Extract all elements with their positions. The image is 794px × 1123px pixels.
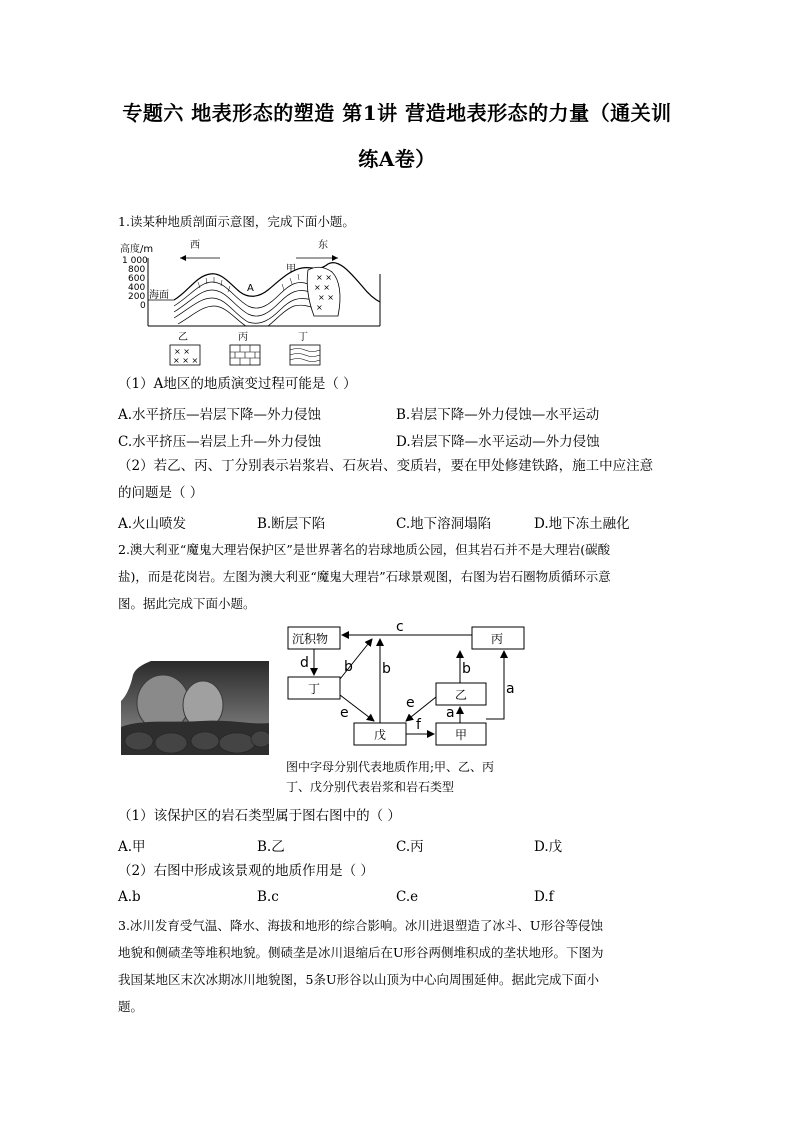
q1-ytick-0: 0 [140, 301, 146, 311]
q1-stem: 1.读某种地质剖面示意图，完成下面小题。 [118, 214, 355, 229]
q1-sub2-line2: 的问题是（ ） [118, 485, 204, 501]
q2-boulder-photo [121, 661, 269, 755]
q2-stem-line1: 2.澳大利亚“魔鬼大理岩保护区”是世界著名的岩球地质公园，但其岩石并不是大理岩(碳酸 [118, 542, 611, 557]
q1-sub1-option-b: B.岩层下降—外力侵蚀—水平运动 [396, 407, 600, 423]
q1-ytick-800: 800 [128, 265, 146, 275]
q2-caption-line2: 丁、戊分别代表岩浆和岩石类型 [286, 780, 455, 794]
q2-label-c: c [396, 619, 404, 635]
q2-sub2-option-c: C.e [396, 889, 419, 905]
q2-label-f: f [416, 717, 421, 733]
q2-sub1-option-a: A.甲 [118, 839, 146, 855]
q2-sub1-option-c: C.丙 [396, 839, 424, 855]
q2-box-ding-label: 丁 [308, 682, 321, 696]
q2-rock-cycle-diagram [282, 617, 532, 752]
q1-east-label: 东 [318, 240, 328, 251]
q2-box-jia-label: 甲 [455, 728, 468, 742]
q3-line4: 题。 [118, 999, 144, 1014]
q2-label-a1: a [506, 681, 515, 697]
q1-sub2-option-a: A.火山喷发 [118, 516, 187, 532]
q1-legend-label-yi: 乙 [178, 332, 188, 343]
q1-sub1-option-a: A.水平挤压—岩层下降—外力侵蚀 [118, 407, 322, 423]
q2-sub1: （1）该保护区的岩石类型属于图右图中的（ ） [118, 808, 401, 824]
q2-label-a2: a [446, 705, 455, 721]
q2-caption-line1: 图中字母分别代表地质作用;甲、乙、丙 [286, 760, 495, 774]
q1-sub2-option-b: B.断层下陷 [257, 516, 326, 532]
q3-line2: 地貌和侧碛垄等堆积地貌。侧碛垄是冰川退缩后在U形谷两侧堆积成的垄状地形。下图为 [118, 945, 604, 960]
q3-line1: 3.冰川发育受气温、降水、海拔和地形的综合影响。冰川进退塑造了冰斗、U形谷等侵蚀 [118, 918, 603, 933]
q1-rock-layers [174, 282, 314, 326]
q2-label-e2: e [406, 695, 415, 711]
q1-sea-label: 海面 [149, 290, 169, 301]
q2-label-b1: b [344, 659, 353, 675]
q1-ytick-200: 200 [128, 292, 146, 302]
q1-sub2-option-d: D.地下冻土融化 [534, 516, 630, 532]
q2-box-wu-label: 戊 [374, 728, 387, 742]
q1-ylabel: 高度/m [120, 244, 154, 255]
q1-ytick-400: 400 [128, 283, 146, 293]
svg-text:× ×: × × [314, 283, 330, 292]
q2-sub2-option-a: A.b [118, 889, 141, 905]
q1-point-jia: 甲 [286, 264, 296, 275]
q3-line3: 我国某地区末次冰期冰川地貌图，5条U形谷以山顶为中心向周围延伸。据此完成下面小 [118, 972, 599, 987]
q1-point-a: A [247, 283, 254, 294]
q2-sub2: （2）右图中形成该景观的地质作用是（ ） [118, 863, 374, 879]
q1-sub1-option-c: C.水平挤压—岩层上升—外力侵蚀 [118, 434, 322, 450]
q2-sub2-option-d: D.f [534, 889, 554, 905]
q1-sub2-option-c: C.地下溶洞塌陷 [396, 516, 492, 532]
q2-box-yi-label: 乙 [455, 688, 468, 702]
q1-west-label: 西 [190, 240, 200, 251]
q2-arrow-a-bing [486, 651, 504, 719]
q1-legend-label-ding: 丁 [298, 332, 308, 343]
q1-west-arrowhead [180, 255, 186, 261]
q2-sub1-option-b: B.乙 [257, 839, 285, 855]
page-title-line2: 练A卷） [358, 147, 436, 171]
q2-label-b3: b [462, 661, 471, 677]
q1-east-arrowhead [332, 255, 338, 261]
q1-sub1: （1）A地区的地质演变过程可能是（ ） [118, 376, 357, 392]
svg-text:× ×: × × [318, 293, 334, 302]
q2-sub2-option-b: B.c [257, 889, 279, 905]
q1-legend-swatch-magma-cross-row2: × × × [173, 356, 199, 365]
q2-label-e1: e [340, 705, 349, 721]
svg-text:× ×: × × [316, 273, 332, 282]
q1-sub2-line1: （2）若乙、丙、丁分别表示岩浆岩、石灰岩、变质岩，要在甲处修建铁路，施工中应注意 [118, 458, 654, 474]
q2-sub1-option-d: D.戊 [534, 839, 563, 855]
q2-label-d: d [300, 655, 309, 671]
q1-surface-line [174, 263, 380, 302]
q2-box-sediment-label: 沉积物 [292, 632, 329, 646]
svg-text:×: × [316, 303, 323, 312]
q1-legend-swatch-magma-cross-row1: × × [174, 347, 190, 356]
q1-geologic-profile [118, 236, 388, 371]
q1-sub1-option-d: D.岩层下降—水平运动—外力侵蚀 [396, 434, 600, 450]
page-title-line1: 专题六 地表形态的塑造 第1讲 营造地表形态的力量（通关训 [122, 101, 672, 125]
q2-box-bing-label: 丙 [491, 632, 504, 646]
q2-label-b2: b [382, 661, 391, 677]
q1-ytick-1000: 1 000 [122, 256, 148, 266]
q2-stem-line3: 图。据此完成下面小题。 [118, 596, 256, 611]
q1-legend-label-bing: 丙 [238, 332, 248, 343]
q2-stem-line2: 盐)，而是花岗岩。左图为澳大利亚“魔鬼大理岩”石球景观图，右图为岩石圈物质循环示意 [118, 569, 611, 584]
q1-ytick-600: 600 [128, 274, 146, 284]
